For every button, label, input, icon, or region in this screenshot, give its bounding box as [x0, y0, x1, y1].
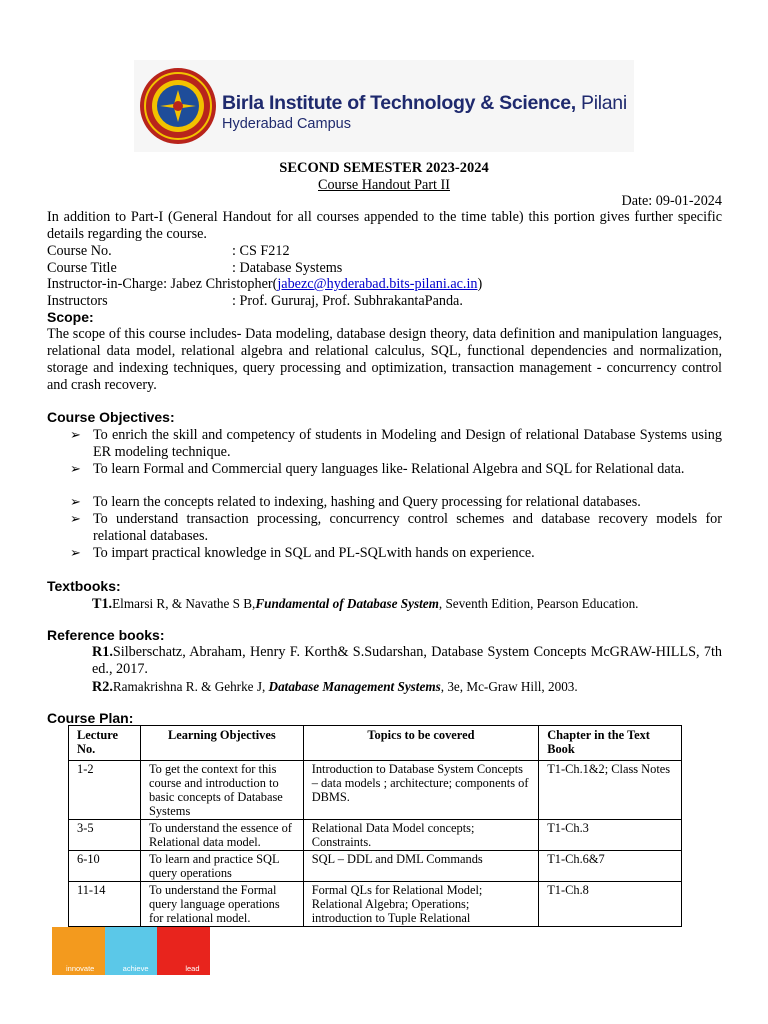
footer-block-achieve	[105, 927, 158, 975]
table-cell: 3-5	[69, 820, 141, 851]
table-cell: Relational Data Model concepts; Constraints.	[303, 820, 539, 851]
table-cell: SQL – DDL and DML Commands	[303, 851, 539, 882]
reference-tag: R2.	[92, 679, 113, 695]
textbooks-heading: Textbooks:	[47, 578, 121, 594]
semester-title: SECOND SEMESTER 2023-2024	[279, 160, 489, 176]
table-cell: T1-Ch.8	[539, 882, 682, 927]
institute-seal-icon	[138, 66, 218, 146]
objective-item: ➢ To enrich the skill and competency of students in Modeling and Design of relational Database Systems using ER modeling technique.	[70, 427, 722, 460]
objective-item: ➢ To understand transaction processing, concurrency control schemes and database recovery models for relational databases.	[70, 511, 722, 544]
table-row	[69, 820, 682, 851]
table-row	[69, 882, 682, 927]
reference-title: Database Management Systems	[268, 679, 441, 694]
course-plan-heading: Course Plan:	[47, 710, 134, 726]
objectives-heading: Course Objectives:	[47, 409, 175, 425]
table-cell: To understand the Formal query language operations for relational model.	[140, 882, 303, 927]
institute-logo	[134, 60, 634, 152]
table-cell: 6-10	[69, 851, 141, 882]
objective-item: ➢ To learn the concepts related to indexing, hashing and Query processing for relational databases.	[70, 494, 641, 510]
arrow-bullet-icon: ➢	[70, 545, 81, 560]
campus-name: Hyderabad Campus	[222, 116, 351, 132]
handout-date: Date: 09-01-2024	[621, 193, 722, 209]
footer-label-innovate: innovate	[66, 964, 95, 973]
table-header-row	[69, 726, 682, 761]
table-cell: To understand the essence of Relational data model.	[140, 820, 303, 851]
table-row	[69, 761, 682, 820]
footer-label-lead: lead	[185, 964, 200, 973]
intro-paragraph: In addition to Part-I (General Handout for all courses appended to the time table) this portion gives further specific details regarding the course.	[47, 209, 722, 242]
table-cell: To get the context for this course and introduction to basic concepts of Database Systems	[140, 761, 303, 820]
institute-name	[222, 92, 627, 115]
course-title-label: Course Title	[47, 260, 117, 276]
instructors-label: Instructors	[47, 293, 108, 309]
table-cell: T1-Ch.1&2; Class Notes	[539, 761, 682, 820]
reference-tag: R1.	[92, 644, 113, 660]
table-cell: To learn and practice SQL query operations	[140, 851, 303, 882]
arrow-bullet-icon: ➢	[70, 494, 81, 509]
scope-paragraph: The scope of this course includes- Data modeling, database design theory, data definition and manipulation languages, relational data model, relational algebra and relational calculus, SQL, functional dependencies and normalization, storage and indexing techniques, query processing and optimization, transaction management - concurrency control and crash recovery.	[47, 326, 722, 393]
textbook-tag: T1.	[92, 596, 113, 612]
textbook-title: Fundamental of Database System	[255, 596, 439, 611]
footer-block-lead	[157, 927, 210, 975]
instructors-value: : Prof. Gururaj, Prof. SubhrakantaPanda.	[232, 293, 463, 309]
instructor-email-link[interactable]: jabezc@hyderabad.bits-pilani.ac.in	[277, 276, 478, 292]
handout-subtitle: Course Handout Part II	[318, 177, 450, 193]
column-header: Chapter in the Text Book	[539, 726, 682, 761]
textbook-t1: T1.Elmarsi R, & Navathe S B,Fundamental of Database System, Seventh Edition, Pearson Education.	[92, 596, 639, 612]
arrow-bullet-icon: ➢	[70, 511, 81, 526]
arrow-bullet-icon: ➢	[70, 427, 81, 442]
footer-block-innovate	[52, 927, 105, 975]
column-header: Lecture No.	[69, 726, 141, 761]
table-cell: Formal QLs for Relational Model; Relational Algebra; Operations; introduction to Tuple Relational	[303, 882, 539, 927]
footer-label-achieve: achieve	[122, 964, 149, 973]
footer-logo-strip	[52, 927, 210, 975]
course-title-value: : Database Systems	[232, 260, 343, 276]
reference-heading: Reference books:	[47, 627, 165, 643]
table-cell: Introduction to Database System Concepts – data models ; architecture; components of DBMS.	[303, 761, 539, 820]
course-plan-table	[68, 725, 682, 927]
institute-name-city: Pilani	[575, 92, 627, 114]
course-no-label: Course No.	[47, 243, 112, 259]
table-cell: 11-14	[69, 882, 141, 927]
instructor-in-charge-close: )	[477, 276, 483, 292]
scope-heading: Scope:	[47, 309, 94, 325]
instructor-in-charge	[47, 276, 482, 293]
arrow-bullet-icon: ➢	[70, 461, 81, 476]
reference-r1: R1.Silberschatz, Abraham, Henry F. Korth& S.Sudarshan, Database System Concepts McGRAW-HILLS, 7th ed., 2017.	[92, 644, 722, 677]
table-cell: T1-Ch.6&7	[539, 851, 682, 882]
objective-item: ➢ To learn Formal and Commercial query languages like- Relational Algebra and SQL for Relational data.	[70, 461, 685, 477]
objective-item: ➢ To impart practical knowledge in SQL and PL-SQLwith hands on experience.	[70, 545, 535, 561]
table-row	[69, 851, 682, 882]
institute-name-main: Birla Institute of Technology & Science,	[222, 92, 576, 114]
reference-r2: R2.Ramakrishna R. & Gehrke J, Database Management Systems, 3e, Mc-Graw Hill, 2003.	[92, 679, 578, 695]
table-cell: 1-2	[69, 761, 141, 820]
course-no-value: : CS F212	[232, 243, 290, 259]
column-header: Learning Objectives	[140, 726, 303, 761]
column-header: Topics to be covered	[303, 726, 539, 761]
table-cell: T1-Ch.3	[539, 820, 682, 851]
instructor-in-charge-label: Instructor-in-Charge: Jabez Christopher(	[47, 276, 278, 292]
